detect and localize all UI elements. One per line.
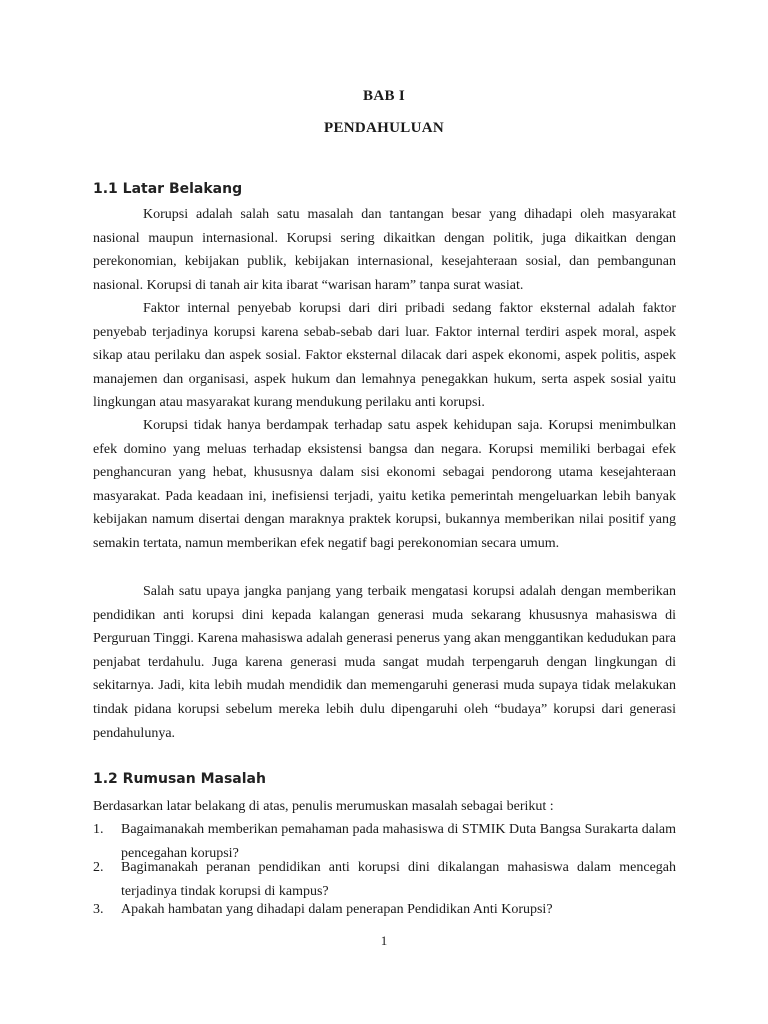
list-item-text: Bagaimanakah memberikan pemahaman pada mahasiswa di STMIK Duta Bangsa Surakarta dalam pencegahan korupsi? [121, 822, 676, 861]
page-number: 1 [380, 933, 388, 948]
list-item-number: 3. [93, 902, 104, 917]
section-heading-rumusan-masalah: 1.2 Rumusan Masalah [93, 771, 266, 787]
paragraph: Korupsi tidak hanya berdampak terhadap satu aspek kehidupan saja. Korupsi menimbulkan efek domino yang meluas terhadap eksistensi bangsa dan negara. Korupsi memiliki berbagai efek penghancuran yang hebat, khususnya dalam sisi ekonomi sebagai pendorong utama kesejahteraan masyarakat. Pada keadaan ini, inefisiensi terjadi, yaitu ketika pemerintah mengeluarkan lebih banyak kebijakan namum disertai dengan maraknya praktek korupsi, bukannya memberikan nilai positif yang semakin tertata, namun memberikan efek negatif bagi perekonomian secara umum. [93, 418, 676, 551]
list-item [93, 898, 676, 922]
list-item-number: 1. [93, 822, 104, 837]
list-intro: Berdasarkan latar belakang di atas, penulis merumuskan masalah sebagai berikut : [93, 799, 554, 814]
paragraph: Salah satu upaya jangka panjang yang terbaik mengatasi korupsi adalah dengan memberikan pendidikan anti korupsi dini kepada kalangan generasi muda sekarang khususnya mahasiswa di Perguruan Tinggi. Karena mahasiswa adalah generasi penerus yang akan menggantikan kedudukan para penjabat terdahulu. Juga karena generasi muda sangat mudah terpengaruh dengan lingkungan di sekitarnya. Jadi, kita lebih mudah mendidik dan memengaruhi generasi muda supaya tidak melakukan tindak pidana korupsi sebelum mereka lebih dulu dipengaruhi oleh “budaya” korupsi dari generasi pendahulunya. [93, 584, 676, 741]
section-heading-latar-belakang: 1.1 Latar Belakang [93, 181, 243, 197]
paragraph: Faktor internal penyebab korupsi dari diri pribadi sedang faktor eksternal adalah faktor penyebab terjadinya korupsi karena sebab-sebab dari luar. Faktor internal terdiri aspek moral, aspek sikap atau perilaku dan aspek sosial. Faktor eksternal dilacak dari aspek ekonomi, aspek politis, aspek manajemen dan organisasi, aspek hukum dan lemahnya penegakkan hukum, serta aspek sosial yaitu lingkungan atau masyarakat kurang mendukung perilaku anti korupsi. [93, 301, 676, 411]
chapter-title: PENDAHULUAN [324, 120, 444, 136]
paragraph: Korupsi adalah salah satu masalah dan tantangan besar yang dihadapi oleh masyarakat nasional maupun internasional. Korupsi sering dikaitkan dengan politik, juga dikaitkan dengan perekonomian, kebijakan publik, kebijakan internasional, kesejahteraan sosial, dan pembangunan nasional. Korupsi di tanah air kita ibarat “warisan haram” tanpa surat wasiat. [93, 207, 676, 293]
list-item-text: Bagimanakah peranan pendidikan anti korupsi dini dikalangan mahasiswa dalam mencegah terjadinya tindak korupsi di kampus? [121, 860, 676, 899]
list-item [93, 856, 676, 903]
list-item-number: 2. [93, 860, 104, 875]
chapter-label: BAB I [363, 88, 405, 104]
list-item-text: Apakah hambatan yang dihadapi dalam penerapan Pendidikan Anti Korupsi? [121, 902, 553, 917]
